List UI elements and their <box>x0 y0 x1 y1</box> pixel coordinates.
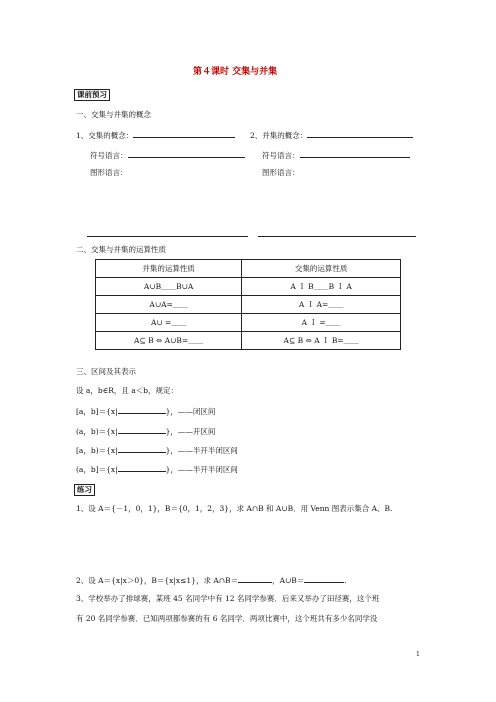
exercise-2 <box>76 575 347 585</box>
answer-line-right <box>258 236 416 237</box>
exercise-3-line-1: 3、学校举办了排球赛，某班 45 名同学中有 12 名同学参赛．后来又举办了田径赛，这个班 <box>76 594 380 603</box>
answer-blank[interactable] <box>304 575 347 585</box>
table-row <box>96 278 401 296</box>
section-heading-concepts: 一、交集与并集的概念 <box>76 110 151 119</box>
symbol-language-label: 符号语言： <box>262 151 300 160</box>
interval-left-text: [a，b)＝{x| <box>76 446 118 455</box>
table-cell: A⊆ B ⇔ A∪B=＿＿ <box>96 332 242 350</box>
page-number: 1 <box>416 651 420 658</box>
answer-blank[interactable] <box>118 445 166 453</box>
section-heading-intervals: 三、区间及其表示 <box>76 367 136 376</box>
graphic-language-right: 图形语言： <box>262 168 300 177</box>
table-cell: A∪B＿＿B∪A <box>96 278 242 296</box>
section-tag-preview: 课前预习 <box>74 89 110 101</box>
answer-blank[interactable] <box>128 150 245 158</box>
answer-blank[interactable] <box>118 464 166 472</box>
table-cell: A∪ =＿＿ <box>96 314 242 332</box>
table-header-intersection: 交集的运算性质 <box>242 260 401 278</box>
table-cell: A Ｉ B＿＿B Ｉ A <box>242 278 401 296</box>
interval-half-open-right <box>76 445 238 455</box>
interval-right-text: }，——开区间 <box>165 427 216 436</box>
table-cell: A Ｉ A=＿＿ <box>242 296 401 314</box>
table-row <box>96 332 401 350</box>
symbol-language-label: 符号语言： <box>90 151 128 160</box>
table-cell: A⊆ B ⇔ A Ｉ B=＿＿ <box>242 332 401 350</box>
exercise-3-line-2: 有 20 名同学参赛．已知两项都参赛的有 6 名同学．两项比赛中，这个班共有多少名同学没 <box>76 614 378 623</box>
interval-closed <box>76 406 215 416</box>
interval-half-open-left <box>76 464 238 474</box>
table-header-union: 并集的运算性质 <box>96 260 242 278</box>
table-header-row <box>96 260 401 278</box>
question-label: 2、并集的概念： <box>250 131 308 140</box>
page-title: 第４课时 交集与并集 <box>193 67 278 77</box>
answer-blank[interactable] <box>307 130 413 138</box>
exercise-1: 1、设 A＝{－1，0，1}，B＝{0，1，2，3}，求 A∩B 和 A∪B．用 Venn 图表示集合 A、B. <box>76 504 393 513</box>
answer-line-left <box>87 236 248 237</box>
symbol-language-right <box>262 150 410 160</box>
interval-right-text: }，——闭区间 <box>165 407 216 416</box>
table-row <box>96 296 401 314</box>
answer-blank[interactable] <box>238 575 272 583</box>
interval-left-text: [a，b]＝{x| <box>76 407 118 416</box>
graphic-language-left: 图形语言： <box>90 168 128 177</box>
question-union-concept <box>250 130 413 140</box>
question-intersection-concept <box>76 130 235 140</box>
table-cell: A∪A=＿＿ <box>96 296 242 314</box>
properties-table <box>95 259 401 350</box>
table-row <box>96 314 401 332</box>
answer-blank[interactable] <box>118 406 166 414</box>
interval-left-text: (a，b]＝{x| <box>76 465 118 474</box>
section-tag-practice: 练习 <box>74 484 95 496</box>
interval-left-text: (a，b)＝{x| <box>76 427 118 436</box>
exercise-2-text-b: ，A∪B＝ <box>272 576 305 585</box>
answer-blank[interactable] <box>133 130 235 138</box>
interval-right-text: }，——半开半闭区间 <box>165 465 238 474</box>
answer-blank[interactable] <box>300 150 410 158</box>
exercise-2-text-c: . <box>344 576 347 585</box>
exercise-2-text-a: 2、设 A＝{x|x＞0}，B＝{x|x≤1}，求 A∩B＝ <box>76 576 239 585</box>
answer-blank[interactable] <box>118 426 166 434</box>
symbol-language-left <box>90 150 245 160</box>
interval-open <box>76 426 215 436</box>
interval-intro: 设 a，b∈R，且 a＜b，规定： <box>76 386 179 395</box>
interval-right-text: }，——半开半闭区间 <box>165 446 238 455</box>
section-heading-properties: 二、交集与并集的运算性质 <box>76 245 166 254</box>
table-cell: A Ｉ =＿＿ <box>242 314 401 332</box>
question-label: 1、交集的概念： <box>76 131 134 140</box>
